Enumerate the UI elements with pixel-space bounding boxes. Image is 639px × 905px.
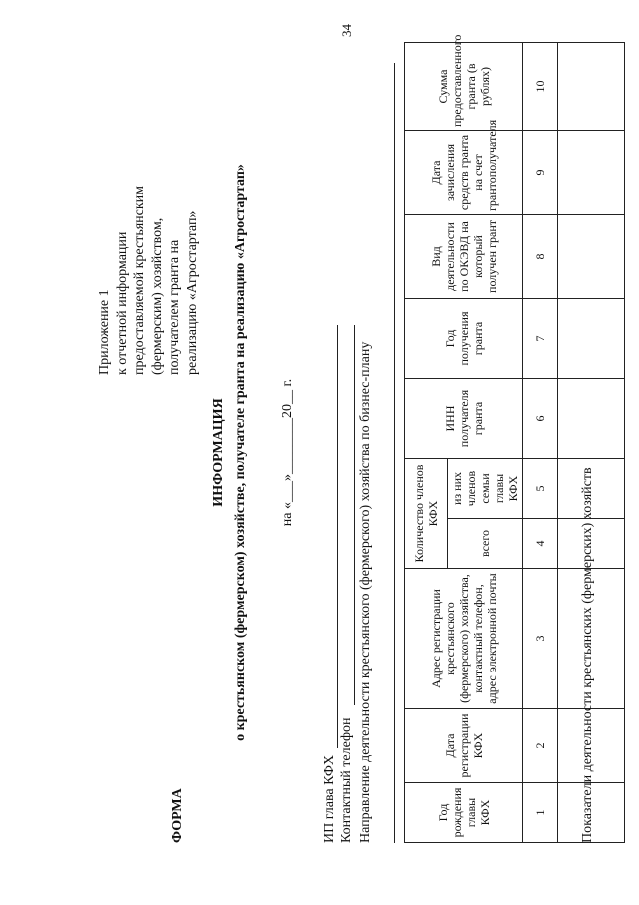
appendix-block [96,75,201,375]
header-grant-amount: Сумма предоставленного гранта (в рублях) [405,42,523,130]
data-cell[interactable] [558,378,625,458]
title-subheading: о крестьянском (фермерском) хозяйстве, получателе гранта на реализацию «Агростартап» [233,164,248,741]
data-cell[interactable] [558,42,625,130]
head-field-label: ИП глава КФХ [322,755,337,843]
header-address: Адрес регистрации крестьянского (фермерского) хозяйства, контактный телефон, адрес электронной почты [405,569,523,709]
header-members-count: Количество членов КФХ [405,458,448,568]
appendix-line: к отчетной информации [114,231,130,375]
phone-field-label: Контактный телефон [339,717,354,843]
data-cell[interactable] [558,214,625,298]
direction-field-label: Направление деятельности крестьянского (фермерского) хозяйства по бизнес-плану [358,341,373,843]
title-heading: ИНФОРМАЦИЯ [211,398,226,507]
head-field-line[interactable] [337,325,338,748]
header-members-family: из них членов семьи главы КФХ [448,458,523,518]
header-crediting-date: Дата зачисления средств гранта на счет грантополучателя [405,130,523,214]
column-number: 7 [523,298,558,378]
header-inn: ИНН получателя гранта [405,378,523,458]
appendix-line: получателем гранта на [167,239,182,375]
column-number: 6 [523,378,558,458]
header-birth-year: Год рождения главы КФХ [405,783,523,843]
header-registration-date: Дата регистрации КФХ [405,709,523,783]
column-number: 1 [523,783,558,843]
column-number: 9 [523,130,558,214]
appendix-line: предоставляемой крестьянским [132,185,147,375]
column-number: 2 [523,709,558,783]
form-label: ФОРМА [170,788,185,843]
column-number: 4 [523,519,558,569]
column-number: 3 [523,569,558,709]
phone-field-line[interactable] [354,325,355,705]
header-activity-type: Вид деятельности по ОКЭВД на который получен грант [405,214,523,298]
data-cell[interactable] [558,130,625,214]
appendix-line: Приложение 1 [97,289,112,375]
header-members-total: всего [448,519,523,569]
column-number: 8 [523,214,558,298]
appendix-line: (фермерским) хозяйством, [149,217,165,375]
direction-field-line[interactable] [394,63,395,843]
page-number: 34 [339,24,354,37]
column-number: 10 [523,42,558,130]
date-line: на «___»________20__ г. [280,378,295,527]
data-cell[interactable] [558,298,625,378]
footer-caption: Показатели деятельности крестьянских (фермерских) хозяйств [580,467,595,843]
appendix-line: реализацию «Агростартап» [184,210,200,375]
column-number: 5 [523,458,558,518]
document-title [208,0,252,905]
header-grant-year: Год получения гранта [405,298,523,378]
